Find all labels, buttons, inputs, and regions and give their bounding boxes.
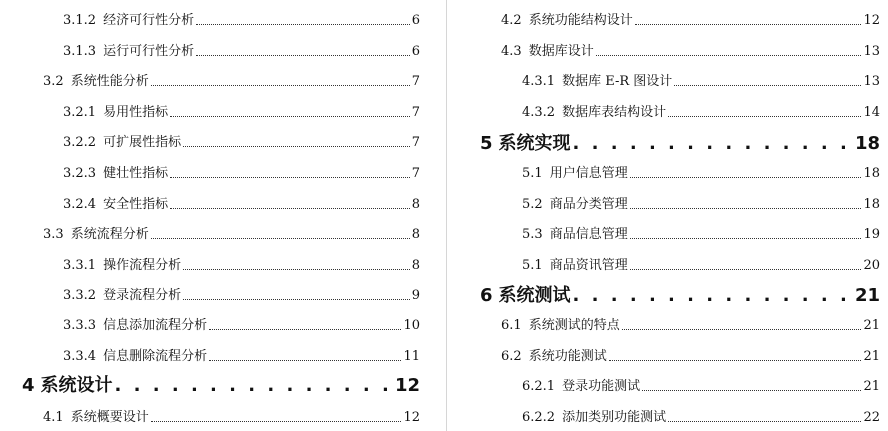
dot-leader (196, 24, 410, 25)
toc-entry-title: 系统功能测试 (528, 349, 607, 364)
toc-entry-title: 信息添加流程分析 (103, 318, 208, 333)
toc-entry-page: 13 (863, 74, 880, 89)
toc-entry-number: 3.3.4 (63, 349, 97, 364)
dot-leader (170, 116, 410, 117)
toc-entry-title: 运行可行性分析 (103, 44, 195, 59)
toc-entry-page: 21 (863, 349, 880, 364)
toc-entry-page: 12 (863, 13, 880, 28)
toc-entry-number: 4.3 (501, 44, 522, 59)
dot-leader (183, 146, 410, 147)
toc-entry[interactable] (501, 42, 880, 60)
toc-entry-title: 系统测试的特点 (528, 318, 620, 333)
toc-entry-page: 21 (863, 318, 880, 333)
toc-entry-number: 5.2 (522, 197, 543, 212)
dot-leader (183, 299, 410, 300)
toc-entry-title: 健壮性指标 (103, 166, 169, 181)
toc-entry-page: 21 (863, 379, 880, 394)
toc-entry-number: 3.3.2 (63, 288, 97, 303)
toc-chapter-page: 18 (854, 133, 880, 154)
dot-leader (630, 238, 862, 239)
toc-chapter-entry[interactable] (480, 131, 880, 155)
toc-entry[interactable] (522, 408, 880, 426)
dot-leader (209, 329, 401, 330)
toc-entry-page: 7 (411, 74, 420, 89)
toc-entry[interactable] (63, 256, 420, 274)
toc-entry-title: 用户信息管理 (549, 166, 628, 181)
dot-leader (630, 208, 862, 209)
toc-entry-number: 5.3 (522, 227, 543, 242)
toc-entry-number: 4.2 (501, 13, 522, 28)
toc-entry[interactable] (63, 347, 420, 365)
toc-entry-page: 19 (863, 227, 880, 242)
toc-entry[interactable] (43, 72, 420, 90)
toc-entry-page: 8 (411, 227, 420, 242)
toc-entry-page: 7 (411, 166, 420, 181)
toc-entry-page: 10 (403, 318, 420, 333)
dot-leader (635, 24, 862, 25)
dot-leader (642, 390, 861, 391)
toc-entry[interactable] (522, 256, 880, 274)
toc-chapter-number: 5 (480, 133, 493, 154)
toc-chapter-number: 6 (480, 285, 493, 306)
toc-entry-page: 9 (411, 288, 420, 303)
dot-leader (668, 421, 861, 422)
toc-entry-title: 数据库 E-R 图设计 (562, 74, 673, 89)
toc-entry-title: 经济可行性分析 (103, 13, 195, 28)
dot-leader (668, 116, 861, 117)
dot-leader (151, 421, 402, 422)
toc-entry[interactable] (43, 408, 420, 426)
toc-entry-title: 系统性能分析 (70, 74, 149, 89)
toc-entry[interactable] (63, 195, 420, 213)
dot-leader (115, 375, 389, 397)
toc-entry-page: 12 (403, 410, 420, 425)
toc-entry-title: 登录流程分析 (103, 288, 182, 303)
toc-entry[interactable] (501, 11, 880, 29)
toc-entry[interactable] (43, 225, 420, 243)
toc-chapter-entry[interactable] (22, 373, 420, 397)
toc-entry-number: 3.3.3 (63, 318, 97, 333)
dot-leader (630, 269, 862, 270)
dot-leader (209, 360, 401, 361)
toc-entry-number: 4.1 (43, 410, 64, 425)
toc-entry-number: 5.1 (522, 166, 543, 181)
toc-entry-number: 3.2.3 (63, 166, 97, 181)
toc-entry[interactable] (522, 164, 880, 182)
toc-entry-title: 系统功能结构设计 (528, 13, 633, 28)
toc-entry-title: 商品资讯管理 (549, 258, 628, 273)
toc-entry-title: 数据库表结构设计 (562, 105, 667, 120)
toc-entry-number: 3.2.2 (63, 135, 97, 150)
toc-chapter-title: 系统测试 (498, 285, 571, 306)
toc-entry-title: 登录功能测试 (562, 379, 641, 394)
toc-entry[interactable] (501, 316, 880, 334)
toc-entry-page: 20 (863, 258, 880, 273)
toc-chapter-page: 21 (854, 285, 880, 306)
toc-entry-title: 系统概要设计 (70, 410, 149, 425)
toc-entry-title: 易用性指标 (103, 105, 169, 120)
toc-entry-number: 6.2.2 (522, 410, 556, 425)
toc-entry-page: 8 (411, 197, 420, 212)
toc-entry-title: 系统流程分析 (70, 227, 149, 242)
toc-entry[interactable] (522, 377, 880, 395)
toc-entry[interactable] (63, 164, 420, 182)
dot-leader (630, 177, 862, 178)
toc-entry-number: 3.2.1 (63, 105, 97, 120)
toc-entry-page: 22 (863, 410, 880, 425)
toc-chapter-title: 系统实现 (498, 133, 571, 154)
toc-entry-number: 3.1.3 (63, 44, 97, 59)
toc-entry[interactable] (63, 316, 420, 334)
dot-leader (151, 85, 410, 86)
toc-entry-number: 4.3.2 (522, 105, 556, 120)
toc-chapter-page: 12 (394, 375, 420, 396)
toc-entry-page: 13 (863, 44, 880, 59)
toc-entry-title: 信息删除流程分析 (103, 349, 208, 364)
toc-entry[interactable] (63, 286, 420, 304)
dot-leader (596, 55, 862, 56)
toc-entry-number: 5.1 (522, 258, 543, 273)
toc-entry-title: 操作流程分析 (103, 258, 182, 273)
toc-left-column (0, 0, 440, 431)
toc-entry-page: 18 (863, 197, 880, 212)
toc-entry-page: 6 (411, 44, 420, 59)
toc-chapter-entry[interactable] (480, 283, 880, 307)
toc-entry-title: 数据库设计 (528, 44, 594, 59)
toc-entry[interactable] (63, 11, 420, 29)
toc-entry[interactable] (522, 195, 880, 213)
toc-entry-title: 商品信息管理 (549, 227, 628, 242)
toc-entry[interactable] (63, 133, 420, 151)
toc-entry-page: 14 (863, 105, 880, 120)
toc-entry-page: 7 (411, 135, 420, 150)
toc-entry-title: 商品分类管理 (549, 197, 628, 212)
dot-leader (170, 208, 410, 209)
dot-leader (196, 55, 410, 56)
toc-entry-number: 3.2 (43, 74, 64, 89)
toc-entry-number: 6.2.1 (522, 379, 556, 394)
column-divider (446, 0, 447, 431)
toc-entry-number: 3.3.1 (63, 258, 97, 273)
toc-entry-page: 8 (411, 258, 420, 273)
toc-chapter-number: 4 (22, 375, 35, 396)
dot-leader (674, 85, 861, 86)
dot-leader (170, 177, 410, 178)
dot-leader (573, 133, 849, 155)
toc-entry-page: 7 (411, 105, 420, 120)
toc-entry[interactable] (63, 103, 420, 121)
toc-entry[interactable] (522, 103, 880, 121)
toc-entry[interactable] (522, 72, 880, 90)
toc-entry-title: 添加类别功能测试 (562, 410, 667, 425)
toc-entry[interactable] (63, 42, 420, 60)
dot-leader (573, 285, 849, 307)
toc-entry-number: 3.2.4 (63, 197, 97, 212)
toc-entry-number: 3.3 (43, 227, 64, 242)
toc-entry-number: 4.3.1 (522, 74, 556, 89)
dot-leader (151, 238, 410, 239)
dot-leader (183, 269, 410, 270)
dot-leader (609, 360, 862, 361)
toc-chapter-title: 系统设计 (40, 375, 113, 396)
toc-right-column (449, 0, 888, 431)
toc-entry[interactable] (501, 347, 880, 365)
toc-entry-title: 安全性指标 (103, 197, 169, 212)
toc-entry-number: 3.1.2 (63, 13, 97, 28)
toc-entry-page: 6 (411, 13, 420, 28)
toc-entry-page: 11 (403, 349, 420, 364)
dot-leader (622, 329, 862, 330)
toc-entry-title: 可扩展性指标 (103, 135, 182, 150)
toc-entry-page: 18 (863, 166, 880, 181)
toc-entry-number: 6.2 (501, 349, 522, 364)
toc-entry-number: 6.1 (501, 318, 522, 333)
toc-entry[interactable] (522, 225, 880, 243)
